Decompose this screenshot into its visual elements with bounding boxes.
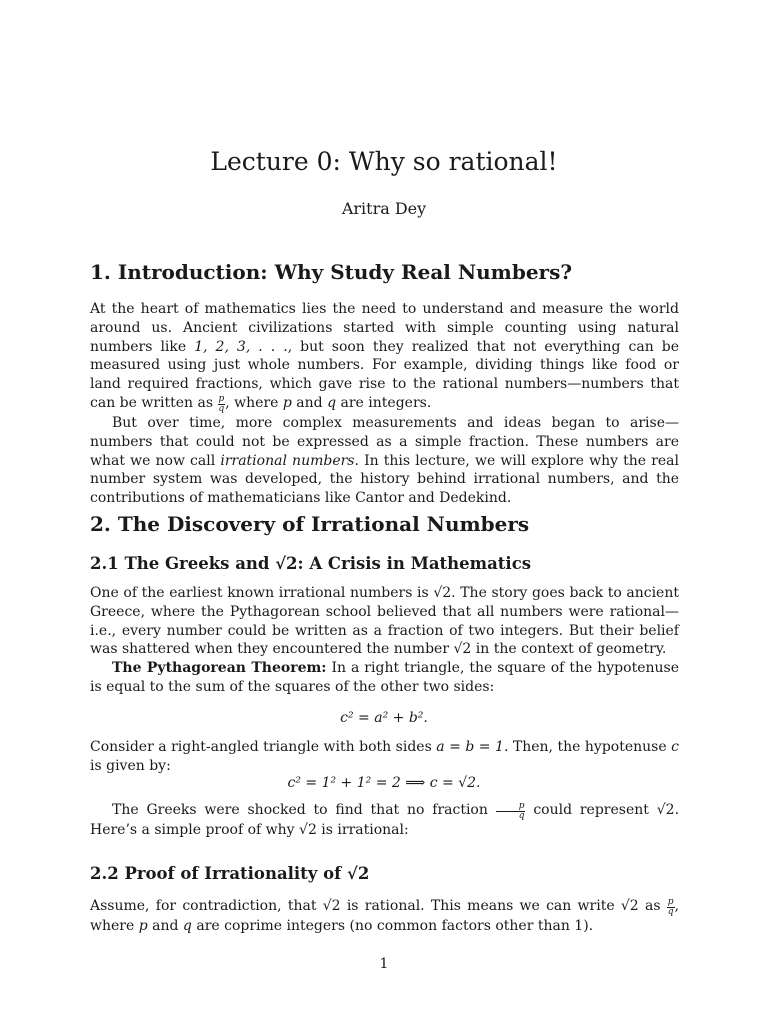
- section-1-heading: 1. Introduction: Why Study Real Numbers?: [90, 260, 573, 284]
- author-name: Aritra Dey: [341, 199, 427, 218]
- page-number: 1: [379, 956, 389, 972]
- fraction-p-over-q: $\frac{p}{q}$: [496, 802, 526, 821]
- lecture-title: Lecture 0: Why so rational!: [210, 147, 558, 176]
- section-1-paragraph-2: But over time, more complex measurements and ideas began to arise—numbers that could not be expressed as a simple fraction. These numbers are what we now call irrational numbers. In this lecture, we will explore why the real number system was developed, the history behind irrational numbers, and the contributions of mathematicians like Cantor and Dedekind.: [90, 415, 679, 507]
- section-2-1-body: [90, 584, 679, 697]
- subsection-2-1-heading: 2.1 The Greeks and √2: A Crisis in Mathematics: [90, 554, 532, 573]
- section-2-2-paragraph-1: Assume, for contradiction, that √2 is rational. This means we can write √2 as $\frac{p}{q}$ , where p and q are coprime integers (no common factors other than 1).: [90, 897, 680, 935]
- section-1-body: [90, 300, 679, 508]
- section-2-heading: 2. The Discovery of Irrational Numbers: [90, 512, 530, 536]
- section-2-1-body-continued: [90, 738, 679, 776]
- section-1-paragraph-1: At the heart of mathematics lies the need to understand and measure the world around us. Ancient civilizations started with simple counting using natural numbers like 1, 2, 3, . . ., but soon they realized that not everything can be measured using just whole numbers. For example, dividing things like food or land required fractions, which gave rise to the rational numbers—numbers that can be written as $\frac{p}{q}$ , where p and q are integers.: [90, 301, 679, 415]
- equation-pythagorean: c² = a² + b².: [340, 710, 428, 726]
- section-2-paragraph-shock: The Greeks were shocked to find that no fraction $\frac{p}{q}$ could represent √2. Here’s a simple proof of why √2 is irrational:: [90, 801, 680, 839]
- subsection-2-2-heading: 2.2 Proof of Irrationality of √2: [90, 864, 370, 883]
- section-2-1-body-end: [90, 801, 679, 840]
- section-2-paragraph-1: One of the earliest known irrational numbers is √2. The story goes back to ancient Greece, where the Pythagorean school believed that all numbers were rational—i.e., every number could be written as a fraction of two integers. But their belief was shattered when they encountered the number √2 in the context of geometry.: [90, 585, 679, 658]
- section-2-paragraph-triangle: Consider a right-angled triangle with both sides a = b = 1. Then, the hypotenuse c is given by:: [90, 739, 679, 774]
- pythagorean-theorem-paragraph: The Pythagorean Theorem: In a right triangle, the square of the hypotenuse is equal to the sum of the squares of the other two sides:: [90, 660, 679, 695]
- equation-hypotenuse: c² = 1² + 1² = 2 ⟹ c = √2.: [287, 775, 481, 791]
- section-2-2-body: [90, 897, 679, 936]
- fraction-p-over-q: $\frac{p}{q}$: [667, 897, 674, 918]
- fraction-p-over-q: $\frac{p}{q}$: [218, 394, 225, 415]
